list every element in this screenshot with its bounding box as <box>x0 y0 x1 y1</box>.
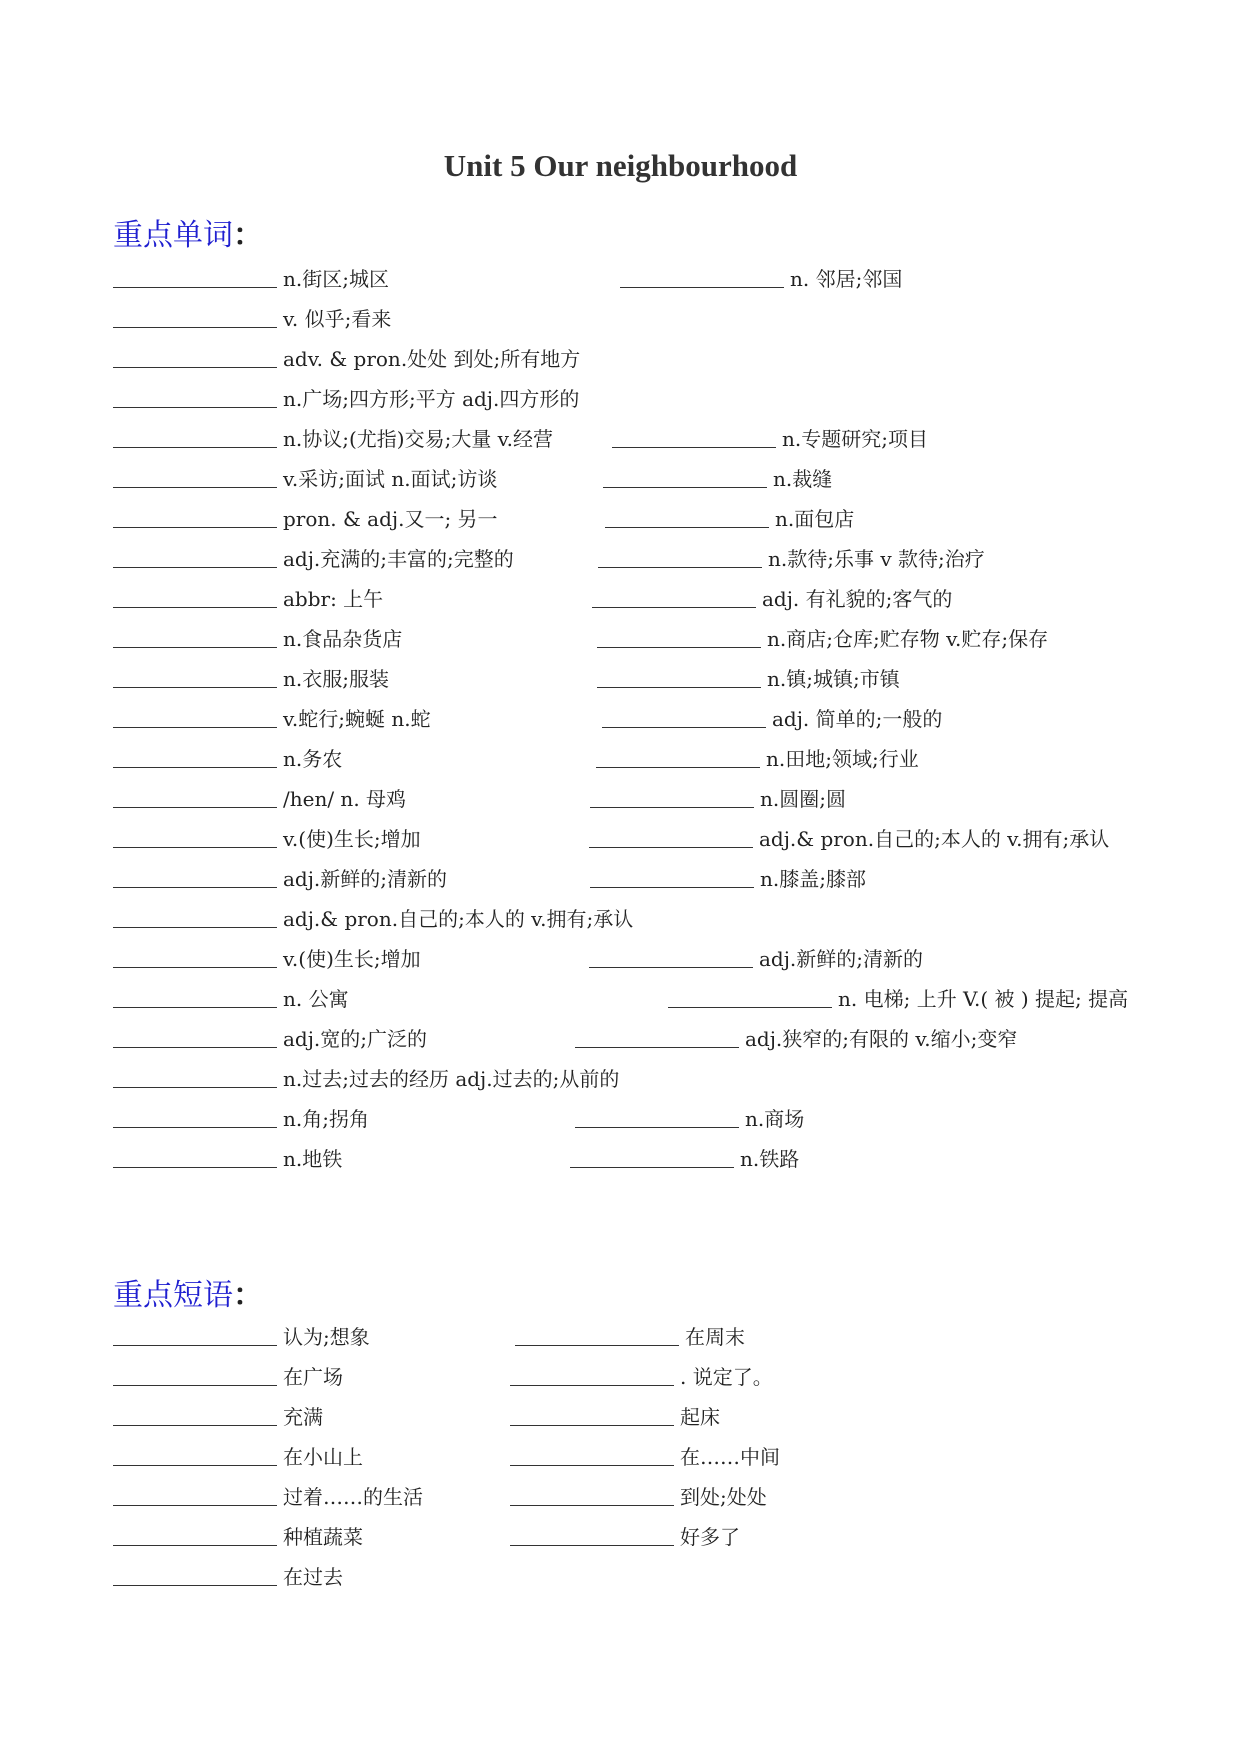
meaning-text: n. 邻居;邻国 <box>790 267 903 291</box>
vocab-entry <box>575 1024 1017 1054</box>
meaning-text: adj.& pron.自己的;本人的 v.拥有;承认 <box>283 907 634 931</box>
meaning-text: 认为;想象 <box>283 1325 370 1349</box>
meaning-text: n.面包店 <box>775 507 855 531</box>
answer-blank[interactable] <box>589 967 753 968</box>
table-row <box>0 304 1241 334</box>
meaning-text: n.专题研究;项目 <box>782 427 928 451</box>
vocab-entry <box>113 1362 343 1392</box>
table-row <box>0 984 1241 1014</box>
vocab-entry <box>575 1104 804 1134</box>
vocab-entry <box>570 1144 799 1174</box>
vocab-entry <box>598 544 985 574</box>
table-row <box>0 1322 1241 1352</box>
meaning-text: 在广场 <box>283 1365 343 1389</box>
meaning-text: 好多了 <box>680 1525 740 1549</box>
vocab-entry <box>113 544 514 574</box>
meaning-text: n.广场;四方形;平方 adj.四方形的 <box>283 387 580 411</box>
vocab-entry <box>113 264 389 294</box>
vocab-entry <box>589 944 923 974</box>
answer-blank[interactable] <box>113 887 277 888</box>
vocab-entry <box>113 624 402 654</box>
vocab-entry <box>113 304 391 334</box>
table-row <box>0 544 1241 574</box>
answer-blank[interactable] <box>113 287 277 288</box>
answer-blank[interactable] <box>113 847 277 848</box>
answer-blank[interactable] <box>113 607 277 608</box>
meaning-text: n.街区;城区 <box>283 267 389 291</box>
meaning-text: 起床 <box>680 1405 720 1429</box>
answer-blank[interactable] <box>510 1425 674 1426</box>
meaning-text: adj.& pron.自己的;本人的 v.拥有;承认 <box>759 827 1110 851</box>
answer-blank[interactable] <box>113 967 277 968</box>
meaning-text: v.采访;面试 n.面试;访谈 <box>283 467 498 491</box>
meaning-text: 在小山上 <box>283 1445 363 1469</box>
table-row <box>0 384 1241 414</box>
vocab-entry <box>113 1402 323 1432</box>
answer-blank[interactable] <box>510 1385 674 1386</box>
table-row <box>0 784 1241 814</box>
answer-blank[interactable] <box>113 727 277 728</box>
meaning-text: n.务农 <box>283 747 343 771</box>
meaning-text: v.(使)生长;增加 <box>283 947 421 971</box>
answer-blank[interactable] <box>113 327 277 328</box>
meaning-text: n.圆圈;圆 <box>760 787 846 811</box>
answer-blank[interactable] <box>570 1167 734 1168</box>
table-row <box>0 1144 1241 1174</box>
table-row <box>0 904 1241 934</box>
answer-blank[interactable] <box>592 607 756 608</box>
vocab-entry <box>590 784 846 814</box>
vocab-entry <box>597 624 1048 654</box>
vocab-entry <box>113 1064 619 1094</box>
answer-blank[interactable] <box>510 1505 674 1506</box>
answer-blank[interactable] <box>113 487 277 488</box>
vocab-entry <box>113 704 431 734</box>
table-row <box>0 704 1241 734</box>
answer-blank[interactable] <box>113 1545 277 1546</box>
meaning-text: adj.新鲜的;清新的 <box>283 867 448 891</box>
meaning-text: v. 似乎;看来 <box>283 307 392 331</box>
answer-blank[interactable] <box>597 687 761 688</box>
answer-blank[interactable] <box>590 887 754 888</box>
answer-blank[interactable] <box>113 767 277 768</box>
vocab-entry <box>113 984 349 1014</box>
table-row <box>0 664 1241 694</box>
vocab-entry <box>113 424 553 454</box>
vocab-entry <box>113 1144 342 1174</box>
meaning-text: adj. 有礼貌的;客气的 <box>762 587 953 611</box>
answer-blank[interactable] <box>668 1007 832 1008</box>
vocab-entry <box>113 824 421 854</box>
table-row <box>0 584 1241 614</box>
answer-blank[interactable] <box>113 447 277 448</box>
vocab-entry <box>589 824 1109 854</box>
answer-blank[interactable] <box>510 1465 674 1466</box>
vocab-entry <box>515 1322 745 1352</box>
answer-blank[interactable] <box>602 727 766 728</box>
section-heading-words <box>113 210 263 254</box>
meaning-text: 过着……的生活 <box>283 1485 423 1509</box>
answer-blank[interactable] <box>113 807 277 808</box>
table-row <box>0 464 1241 494</box>
meaning-text: n.铁路 <box>740 1147 800 1171</box>
answer-blank[interactable] <box>113 1585 277 1586</box>
meaning-text: 种植蔬菜 <box>283 1525 363 1549</box>
vocab-entry <box>590 864 866 894</box>
answer-blank[interactable] <box>113 1385 277 1386</box>
meaning-text: adj.宽的;广泛的 <box>283 1027 428 1051</box>
vocab-entry <box>113 1322 370 1352</box>
answer-blank[interactable] <box>603 487 767 488</box>
meaning-text: n.协议;(尤指)交易;大量 v.经营 <box>283 427 553 451</box>
answer-blank[interactable] <box>113 1087 277 1088</box>
vocab-entry <box>113 504 498 534</box>
vocab-entry <box>113 1024 427 1054</box>
vocab-entry <box>113 664 389 694</box>
answer-blank[interactable] <box>113 527 277 528</box>
meaning-text: 到处;处处 <box>680 1485 767 1509</box>
answer-blank[interactable] <box>113 1505 277 1506</box>
meaning-text: v.蛇行;蜿蜒 n.蛇 <box>283 707 431 731</box>
meaning-text: v.(使)生长;增加 <box>283 827 421 851</box>
meaning-text: . 说定了。 <box>680 1365 773 1389</box>
table-row <box>0 1482 1241 1512</box>
section-heading-phrases-text: 重点短语 <box>113 1278 233 1313</box>
vocab-entry <box>603 464 832 494</box>
meaning-text: n. 电梯; 上升 V.( 被 ) 提起; 提高 <box>838 987 1129 1011</box>
vocab-entry <box>510 1482 767 1512</box>
vocab-entry <box>113 1522 363 1552</box>
table-row <box>0 1104 1241 1134</box>
vocab-entry <box>605 504 854 534</box>
vocab-entry <box>668 984 1128 1014</box>
table-row <box>0 344 1241 374</box>
meaning-text: n.角;拐角 <box>283 1107 369 1131</box>
vocab-entry <box>113 344 580 374</box>
vocab-entry <box>592 584 952 614</box>
vocab-entry <box>510 1442 780 1472</box>
answer-blank[interactable] <box>590 807 754 808</box>
table-row <box>0 424 1241 454</box>
table-row <box>0 1562 1241 1592</box>
vocab-entry <box>510 1402 720 1432</box>
meaning-text: 在……中间 <box>680 1445 780 1469</box>
meaning-text: pron. & adj.又一; 另一 <box>283 507 498 531</box>
answer-blank[interactable] <box>589 847 753 848</box>
answer-blank[interactable] <box>113 647 277 648</box>
answer-blank[interactable] <box>515 1345 679 1346</box>
answer-blank[interactable] <box>510 1545 674 1546</box>
meaning-text: n.膝盖;膝部 <box>760 867 866 891</box>
answer-blank[interactable] <box>113 1007 277 1008</box>
meaning-text: n.款待;乐事 v 款待;治疗 <box>768 547 985 571</box>
section-heading-colon: ： <box>233 218 263 253</box>
meaning-text: adj.充满的;丰富的;完整的 <box>283 547 514 571</box>
vocab-entry <box>602 704 942 734</box>
meaning-text: n.田地;领域;行业 <box>766 747 919 771</box>
table-row <box>0 624 1241 654</box>
table-row <box>0 1064 1241 1094</box>
meaning-text: /hen/ n. 母鸡 <box>283 787 407 811</box>
vocab-entry <box>612 424 928 454</box>
meaning-text: n.商店;仓库;贮存物 v.贮存;保存 <box>767 627 1049 651</box>
section-heading-colon: ： <box>233 1278 263 1313</box>
vocab-entry <box>113 384 579 414</box>
table-row <box>0 1442 1241 1472</box>
vocab-entry <box>113 744 342 774</box>
answer-blank[interactable] <box>113 567 277 568</box>
table-row <box>0 744 1241 774</box>
vocab-entry <box>510 1522 740 1552</box>
section-heading-phrases <box>113 1270 263 1314</box>
page-title: Unit 5 Our neighbourhood <box>443 148 798 183</box>
answer-blank[interactable] <box>113 1425 277 1426</box>
table-row <box>0 1402 1241 1432</box>
vocab-entry <box>113 784 406 814</box>
meaning-text: n.衣服;服装 <box>283 667 389 691</box>
answer-blank[interactable] <box>113 1047 277 1048</box>
table-row <box>0 944 1241 974</box>
answer-blank[interactable] <box>597 647 761 648</box>
answer-blank[interactable] <box>612 447 776 448</box>
answer-blank[interactable] <box>575 1047 739 1048</box>
answer-blank[interactable] <box>113 1167 277 1168</box>
answer-blank[interactable] <box>113 927 277 928</box>
vocab-entry <box>113 904 633 934</box>
meaning-text: n.裁缝 <box>773 467 833 491</box>
answer-blank[interactable] <box>113 367 277 368</box>
vocab-entry <box>113 1104 369 1134</box>
vocab-entry <box>596 744 919 774</box>
table-row <box>0 824 1241 854</box>
answer-blank[interactable] <box>113 1127 277 1128</box>
vocab-entry <box>113 1482 423 1512</box>
vocab-entry <box>620 264 902 294</box>
vocab-entry <box>113 464 497 494</box>
meaning-text: n.过去;过去的经历 adj.过去的;从前的 <box>283 1067 620 1091</box>
vocab-entry <box>113 1442 363 1472</box>
meaning-text: adj.狭窄的;有限的 v.缩小;变窄 <box>745 1027 1018 1051</box>
vocab-entry <box>510 1362 773 1392</box>
answer-blank[interactable] <box>113 1345 277 1346</box>
meaning-text: 充满 <box>283 1405 323 1429</box>
vocab-entry <box>113 864 447 894</box>
vocab-entry <box>113 1562 343 1592</box>
answer-blank[interactable] <box>620 287 784 288</box>
vocab-entry <box>113 584 383 614</box>
meaning-text: 在过去 <box>283 1565 343 1589</box>
meaning-text: n.地铁 <box>283 1147 343 1171</box>
vocab-entry <box>597 664 900 694</box>
table-row <box>0 1024 1241 1054</box>
table-row <box>0 264 1241 294</box>
meaning-text: adj.新鲜的;清新的 <box>759 947 924 971</box>
answer-blank[interactable] <box>113 687 277 688</box>
answer-blank[interactable] <box>113 407 277 408</box>
meaning-text: 在周末 <box>685 1325 745 1349</box>
meaning-text: abbr: 上午 <box>283 587 384 611</box>
vocab-entry <box>113 944 421 974</box>
answer-blank[interactable] <box>598 567 762 568</box>
answer-blank[interactable] <box>605 527 769 528</box>
meaning-text: n. 公寓 <box>283 987 349 1011</box>
table-row <box>0 864 1241 894</box>
meaning-text: adv. & pron.处处 到处;所有地方 <box>283 347 581 371</box>
answer-blank[interactable] <box>596 767 760 768</box>
section-heading-words-text: 重点单词 <box>113 218 233 253</box>
meaning-text: n.镇;城镇;市镇 <box>767 667 900 691</box>
meaning-text: adj. 简单的;一般的 <box>772 707 943 731</box>
answer-blank[interactable] <box>575 1127 739 1128</box>
table-row <box>0 1362 1241 1392</box>
meaning-text: n.食品杂货店 <box>283 627 403 651</box>
meaning-text: n.商场 <box>745 1107 805 1131</box>
table-row <box>0 1522 1241 1552</box>
table-row <box>0 504 1241 534</box>
answer-blank[interactable] <box>113 1465 277 1466</box>
